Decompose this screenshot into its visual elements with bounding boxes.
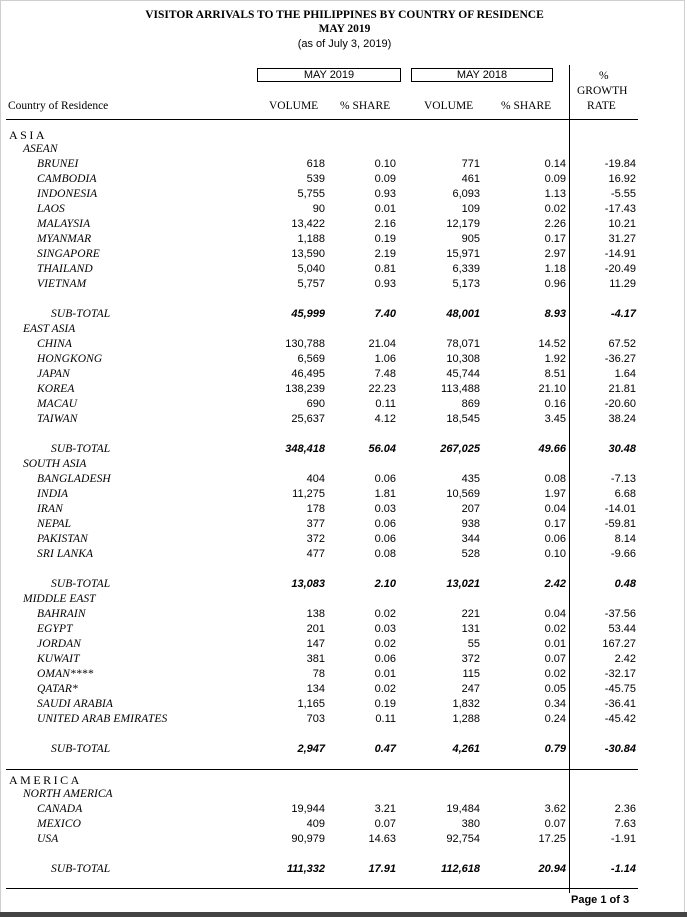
- region-america: AMERICA: [9, 773, 82, 787]
- window-bottom-edge: [0, 912, 687, 917]
- table-row: [1, 383, 687, 398]
- volume-2019-cell: 130,788: [285, 338, 325, 350]
- volume-2019-cell: 5,040: [297, 263, 325, 275]
- table-row: [1, 503, 687, 518]
- country-name: OMAN****: [37, 668, 94, 680]
- share-2019-cell: 0.01: [374, 668, 396, 680]
- country-header: Country of Residence: [8, 100, 109, 112]
- bottom-rule: [6, 888, 638, 889]
- volume-2018-cell: 528: [461, 548, 480, 560]
- volume-2018-cell: 771: [461, 158, 480, 170]
- growth-rate-cell: 2.42: [614, 653, 636, 665]
- page-number: Page 1 of 3: [571, 894, 630, 906]
- table-row: [1, 623, 687, 638]
- subregion-north-america: NORTH AMERICA: [23, 788, 113, 800]
- volume-2018-cell: 221: [461, 608, 480, 620]
- share-2019-cell: 21.04: [368, 338, 396, 350]
- share-2019-cell: 0.11: [375, 398, 396, 410]
- growth-rate-cell: 6.68: [614, 488, 636, 500]
- volume-2018-cell: 45,744: [446, 368, 480, 380]
- share-2019-cell: 22.23: [368, 383, 396, 395]
- growth-rate-cell: -45.75: [604, 683, 636, 695]
- table-row: [1, 278, 687, 293]
- share-2018-cell: 0.01: [544, 638, 566, 650]
- table-row: [1, 653, 687, 668]
- country-name: PAKISTAN: [37, 533, 88, 545]
- volume-2019-cell: 13,422: [291, 218, 325, 230]
- volume-2019-cell: 703: [306, 713, 325, 725]
- share-2019-cell: 0.07: [374, 818, 396, 830]
- growth-rate-cell: 53.44: [608, 623, 636, 635]
- volume-2018-cell: 4,261: [452, 743, 480, 755]
- share-2019-cell: 0.19: [374, 698, 396, 710]
- share-2018-cell: 0.14: [544, 158, 566, 170]
- growth-rate-cell: -36.41: [604, 698, 636, 710]
- share-2019-cell: 2.16: [374, 218, 396, 230]
- share-2019-header: % SHARE: [340, 100, 391, 112]
- volume-2018-cell: 6,339: [452, 263, 480, 275]
- table-row: [1, 368, 687, 383]
- volume-2018-cell: 18,545: [446, 413, 480, 425]
- share-2019-cell: 3.21: [374, 803, 396, 815]
- share-2019-cell: 2.19: [374, 248, 396, 260]
- volume-2019-cell: 372: [306, 533, 325, 545]
- country-name: CANADA: [37, 803, 83, 815]
- country-name: QATAR*: [37, 683, 78, 695]
- volume-2019-header: VOLUME: [269, 100, 319, 112]
- growth-rate-cell: 167.27: [602, 638, 636, 650]
- table-row: [1, 218, 687, 233]
- share-2019-cell: 0.03: [374, 503, 396, 515]
- subregion-east-asia: EAST ASIA: [23, 323, 76, 335]
- growth-rate-cell: 31.27: [608, 233, 636, 245]
- volume-2019-cell: 477: [306, 548, 325, 560]
- volume-2018-cell: 1,288: [452, 713, 480, 725]
- subtotal-row: [1, 443, 687, 458]
- volume-2018-cell: 78,071: [446, 338, 480, 350]
- table-row: [1, 833, 687, 848]
- table-row: [1, 338, 687, 353]
- volume-2018-cell: 905: [461, 233, 480, 245]
- share-2019-cell: 7.48: [374, 368, 396, 380]
- volume-2019-cell: 13,590: [291, 248, 325, 260]
- growth-rate-cell: 8.14: [614, 533, 636, 545]
- table-row: [1, 233, 687, 248]
- share-2018-cell: 0.02: [544, 668, 566, 680]
- subtotal-label: SUB-TOTAL: [51, 308, 111, 320]
- share-2019-cell: 7.40: [374, 308, 396, 320]
- share-2018-cell: 0.02: [544, 203, 566, 215]
- report-asof: (as of July 3, 2019): [297, 38, 392, 50]
- volume-2018-cell: 15,971: [446, 248, 480, 260]
- share-2019-cell: 0.06: [374, 518, 396, 530]
- share-2018-cell: 1.92: [544, 353, 566, 365]
- share-2019-cell: 0.02: [374, 638, 396, 650]
- volume-2019-cell: 147: [306, 638, 325, 650]
- volume-2019-cell: 11,275: [292, 488, 325, 500]
- share-2018-cell: 2.26: [544, 218, 566, 230]
- subtotal-label: SUB-TOTAL: [51, 863, 111, 875]
- share-2019-cell: 1.06: [374, 353, 396, 365]
- share-2018-cell: 8.93: [544, 308, 566, 320]
- share-2019-cell: 0.06: [374, 653, 396, 665]
- country-name: THAILAND: [37, 263, 93, 275]
- table-row: [1, 548, 687, 563]
- country-name: INDIA: [37, 488, 69, 500]
- volume-2019-cell: 19,944: [291, 803, 325, 815]
- table-row: [1, 818, 687, 833]
- subtotal-row: [1, 863, 687, 878]
- growth-rate-cell: -14.91: [604, 248, 636, 260]
- share-2019-cell: 0.93: [374, 188, 396, 200]
- subtotal-row: [1, 743, 687, 758]
- share-2019-cell: 0.02: [374, 608, 396, 620]
- table-row: [1, 353, 687, 368]
- share-2018-cell: 0.07: [544, 653, 566, 665]
- volume-2019-cell: 381: [306, 653, 325, 665]
- growth-rate-cell: -32.17: [604, 668, 636, 680]
- volume-2019-cell: 377: [306, 518, 325, 530]
- volume-2018-cell: 109: [461, 203, 480, 215]
- growth-rate-cell: -1.14: [610, 863, 636, 875]
- rate-header: RATE: [587, 100, 616, 112]
- share-2018-cell: 0.06: [544, 533, 566, 545]
- country-name: BRUNEI: [37, 158, 79, 170]
- share-2018-cell: 20.94: [538, 863, 566, 875]
- growth-rate-cell: 30.48: [608, 443, 636, 455]
- country-name: JORDAN: [37, 638, 82, 650]
- volume-2018-cell: 207: [461, 503, 480, 515]
- share-2019-cell: 0.93: [374, 278, 396, 290]
- volume-2018-cell: 344: [461, 533, 480, 545]
- share-2018-cell: 21.10: [538, 383, 566, 395]
- table-row: [1, 533, 687, 548]
- volume-2018-header: VOLUME: [424, 100, 474, 112]
- share-2018-cell: 1.13: [544, 188, 566, 200]
- volume-2019-cell: 201: [306, 623, 325, 635]
- growth-rate-cell: 67.52: [608, 338, 636, 350]
- table-row: [1, 683, 687, 698]
- growth-rate-cell: -19.84: [604, 158, 636, 170]
- volume-2018-cell: 267,025: [440, 443, 480, 455]
- table-row: [1, 173, 687, 188]
- country-name: KOREA: [37, 383, 75, 395]
- share-2019-cell: 0.06: [374, 473, 396, 485]
- volume-2018-cell: 372: [461, 653, 480, 665]
- share-2019-cell: 2.10: [374, 578, 396, 590]
- volume-2018-cell: 10,569: [446, 488, 480, 500]
- table-row: [1, 518, 687, 533]
- country-name: EGYPT: [37, 623, 73, 635]
- growth-pct-header: %: [599, 70, 609, 82]
- table-row: [1, 203, 687, 218]
- volume-2019-cell: 46,495: [291, 368, 325, 380]
- growth-header: GROWTH: [577, 85, 628, 97]
- share-2019-cell: 0.01: [374, 203, 396, 215]
- share-2018-cell: 0.04: [544, 503, 566, 515]
- subtotal-row: [1, 308, 687, 323]
- share-2018-header: % SHARE: [501, 100, 552, 112]
- country-name: VIETNAM: [37, 278, 87, 290]
- volume-2019-cell: 2,947: [297, 743, 325, 755]
- growth-rate-cell: -59.81: [604, 518, 636, 530]
- volume-2019-cell: 1,188: [297, 233, 325, 245]
- growth-rate-cell: -36.27: [604, 353, 636, 365]
- share-2018-cell: 49.66: [538, 443, 566, 455]
- volume-2019-cell: 90,979: [291, 833, 325, 845]
- country-name: MACAU: [37, 398, 78, 410]
- growth-rate-cell: -45.42: [604, 713, 636, 725]
- share-2018-cell: 0.05: [544, 683, 566, 695]
- table-row: [1, 398, 687, 413]
- country-name: TAIWAN: [37, 413, 78, 425]
- volume-2019-cell: 690: [306, 398, 325, 410]
- table-row: [1, 488, 687, 503]
- growth-rate-cell: 2.36: [614, 803, 636, 815]
- country-name: SINGAPORE: [37, 248, 100, 260]
- share-2019-cell: 0.06: [374, 533, 396, 545]
- share-2019-cell: 17.91: [368, 863, 396, 875]
- subregion-south-asia: SOUTH ASIA: [23, 458, 87, 470]
- share-2019-cell: 0.81: [374, 263, 396, 275]
- table-row: [1, 698, 687, 713]
- share-2018-cell: 2.42: [544, 578, 566, 590]
- volume-2018-cell: 12,179: [446, 218, 480, 230]
- share-2018-cell: 1.97: [544, 488, 566, 500]
- volume-2018-cell: 19,484: [446, 803, 480, 815]
- country-name: HONGKONG: [37, 353, 103, 365]
- share-2018-cell: 0.10: [544, 548, 566, 560]
- share-2018-cell: 3.62: [544, 803, 566, 815]
- growth-rate-cell: -17.43: [604, 203, 636, 215]
- country-name: UNITED ARAB EMIRATES: [37, 713, 168, 725]
- volume-2018-cell: 48,001: [446, 308, 480, 320]
- share-2018-cell: 0.17: [544, 233, 566, 245]
- country-name: SRI LANKA: [37, 548, 94, 560]
- volume-2019-cell: 138: [306, 608, 325, 620]
- volume-2018-cell: 461: [461, 173, 480, 185]
- volume-2018-cell: 6,093: [452, 188, 480, 200]
- growth-rate-cell: 21.81: [608, 383, 636, 395]
- share-2018-cell: 17.25: [538, 833, 566, 845]
- volume-2019-cell: 404: [306, 473, 325, 485]
- share-2018-cell: 1.18: [544, 263, 566, 275]
- subregion-asean: ASEAN: [23, 143, 58, 155]
- country-name: MALAYSIA: [37, 218, 91, 230]
- volume-2019-cell: 111,332: [286, 863, 325, 875]
- share-2018-cell: 0.96: [544, 278, 566, 290]
- volume-2018-cell: 247: [461, 683, 480, 695]
- country-name: SAUDI ARABIA: [37, 698, 114, 710]
- growth-rate-cell: 11.29: [609, 278, 636, 290]
- growth-rate-cell: -20.49: [604, 263, 636, 275]
- volume-2018-cell: 869: [461, 398, 480, 410]
- volume-2018-cell: 938: [461, 518, 480, 530]
- volume-2019-cell: 409: [306, 818, 325, 830]
- subtotal-label: SUB-TOTAL: [51, 443, 111, 455]
- share-2018-cell: 0.34: [544, 698, 566, 710]
- volume-2018-cell: 435: [461, 473, 480, 485]
- country-name: USA: [37, 833, 59, 845]
- table-row: [1, 638, 687, 653]
- period-2018-header: MAY 2018: [411, 68, 553, 82]
- table-row: [1, 248, 687, 263]
- volume-2018-cell: 113,488: [441, 383, 480, 395]
- volume-2018-cell: 380: [461, 818, 480, 830]
- share-2018-cell: 0.08: [544, 473, 566, 485]
- volume-2019-cell: 5,757: [297, 278, 325, 290]
- table-row: [1, 473, 687, 488]
- share-2018-cell: 3.45: [544, 413, 566, 425]
- subtotal-label: SUB-TOTAL: [51, 578, 111, 590]
- volume-2019-cell: 348,418: [285, 443, 325, 455]
- share-2019-cell: 0.08: [374, 548, 396, 560]
- country-name: INDONESIA: [37, 188, 98, 200]
- country-name: JAPAN: [37, 368, 70, 380]
- volume-2018-cell: 92,754: [446, 833, 480, 845]
- share-2019-cell: 0.19: [374, 233, 396, 245]
- volume-2019-cell: 134: [306, 683, 325, 695]
- volume-2018-cell: 112,618: [441, 863, 480, 875]
- growth-rate-cell: -14.01: [604, 503, 636, 515]
- header-rule: [6, 119, 638, 120]
- growth-rate-cell: -1.91: [610, 833, 636, 845]
- country-name: CAMBODIA: [37, 173, 97, 185]
- share-2018-cell: 14.52: [538, 338, 566, 350]
- volume-2019-cell: 13,083: [291, 578, 325, 590]
- share-2018-cell: 0.17: [544, 518, 566, 530]
- share-2019-cell: 4.12: [374, 413, 396, 425]
- growth-rate-cell: 7.63: [614, 818, 636, 830]
- volume-2019-cell: 539: [306, 173, 325, 185]
- share-2019-cell: 0.03: [374, 623, 396, 635]
- subtotal-row: [1, 578, 687, 593]
- volume-2018-cell: 5,173: [452, 278, 480, 290]
- volume-2019-cell: 6,569: [297, 353, 325, 365]
- volume-2018-cell: 13,021: [446, 578, 480, 590]
- subtotal-label: SUB-TOTAL: [51, 743, 111, 755]
- share-2018-cell: 0.16: [544, 398, 566, 410]
- share-2019-cell: 0.47: [374, 743, 396, 755]
- growth-rate-cell: -9.66: [610, 548, 636, 560]
- region-asia: ASIA: [9, 128, 48, 142]
- table-row: [1, 188, 687, 203]
- growth-rate-cell: -30.84: [604, 743, 636, 755]
- country-name: NEPAL: [37, 518, 72, 530]
- period-2019-header: MAY 2019: [257, 68, 401, 82]
- growth-rate-cell: 0.48: [614, 578, 636, 590]
- share-2019-cell: 0.02: [374, 683, 396, 695]
- share-2018-cell: 0.09: [544, 173, 566, 185]
- share-2018-cell: 0.07: [544, 818, 566, 830]
- growth-rate-cell: 10.21: [608, 218, 636, 230]
- growth-rate-cell: -7.13: [610, 473, 636, 485]
- growth-rate-cell: -5.55: [610, 188, 636, 200]
- report-title: VISITOR ARRIVALS TO THE PHILIPPINES BY COUNTRY OF RESIDENCE: [145, 9, 544, 21]
- volume-2019-cell: 78: [312, 668, 325, 680]
- volume-2018-cell: 1,832: [452, 698, 480, 710]
- table-row: [1, 803, 687, 818]
- share-2019-cell: 0.09: [374, 173, 396, 185]
- growth-rate-cell: 38.24: [608, 413, 636, 425]
- table-row: [1, 668, 687, 683]
- region-rule: [6, 769, 638, 770]
- subregion-middle-east: MIDDLE EAST: [23, 593, 96, 605]
- country-name: KUWAIT: [37, 653, 80, 665]
- growth-rate-cell: 1.64: [614, 368, 636, 380]
- country-name: LAOS: [37, 203, 65, 215]
- country-name: MYANMAR: [37, 233, 92, 245]
- share-2018-cell: 0.24: [544, 713, 566, 725]
- table-row: [1, 263, 687, 278]
- table-row: [1, 413, 687, 428]
- growth-rate-cell: -37.56: [604, 608, 636, 620]
- country-name: BAHRAIN: [37, 608, 86, 620]
- share-2019-cell: 0.10: [374, 158, 396, 170]
- share-2019-cell: 1.81: [374, 488, 396, 500]
- volume-2018-cell: 131: [461, 623, 480, 635]
- country-name: MEXICO: [37, 818, 82, 830]
- growth-rate-cell: 16.92: [608, 173, 636, 185]
- volume-2019-cell: 1,165: [297, 698, 325, 710]
- report-period: MAY 2019: [318, 23, 371, 35]
- share-2018-cell: 8.51: [544, 368, 566, 380]
- volume-2019-cell: 178: [306, 503, 325, 515]
- table-row: [1, 158, 687, 173]
- share-2018-cell: 0.02: [544, 623, 566, 635]
- growth-rate-cell: -20.60: [604, 398, 636, 410]
- country-name: CHINA: [37, 338, 72, 350]
- volume-2018-cell: 115: [462, 668, 480, 680]
- volume-2018-cell: 10,308: [446, 353, 480, 365]
- growth-rate-cell: -4.17: [610, 308, 636, 320]
- share-2018-cell: 2.97: [544, 248, 566, 260]
- volume-2019-cell: 90: [312, 203, 325, 215]
- share-2019-cell: 0.11: [375, 713, 396, 725]
- volume-2019-cell: 618: [306, 158, 325, 170]
- share-2019-cell: 56.04: [368, 443, 396, 455]
- share-2018-cell: 0.79: [544, 743, 566, 755]
- volume-2019-cell: 25,637: [291, 413, 325, 425]
- volume-2018-cell: 55: [467, 638, 480, 650]
- share-2018-cell: 0.04: [544, 608, 566, 620]
- volume-2019-cell: 138,239: [285, 383, 325, 395]
- table-row: [1, 608, 687, 623]
- share-2019-cell: 14.63: [368, 833, 396, 845]
- table-row: [1, 713, 687, 728]
- country-name: BANGLADESH: [37, 473, 111, 485]
- volume-2019-cell: 5,755: [297, 188, 325, 200]
- country-name: IRAN: [37, 503, 63, 515]
- volume-2019-cell: 45,999: [291, 308, 325, 320]
